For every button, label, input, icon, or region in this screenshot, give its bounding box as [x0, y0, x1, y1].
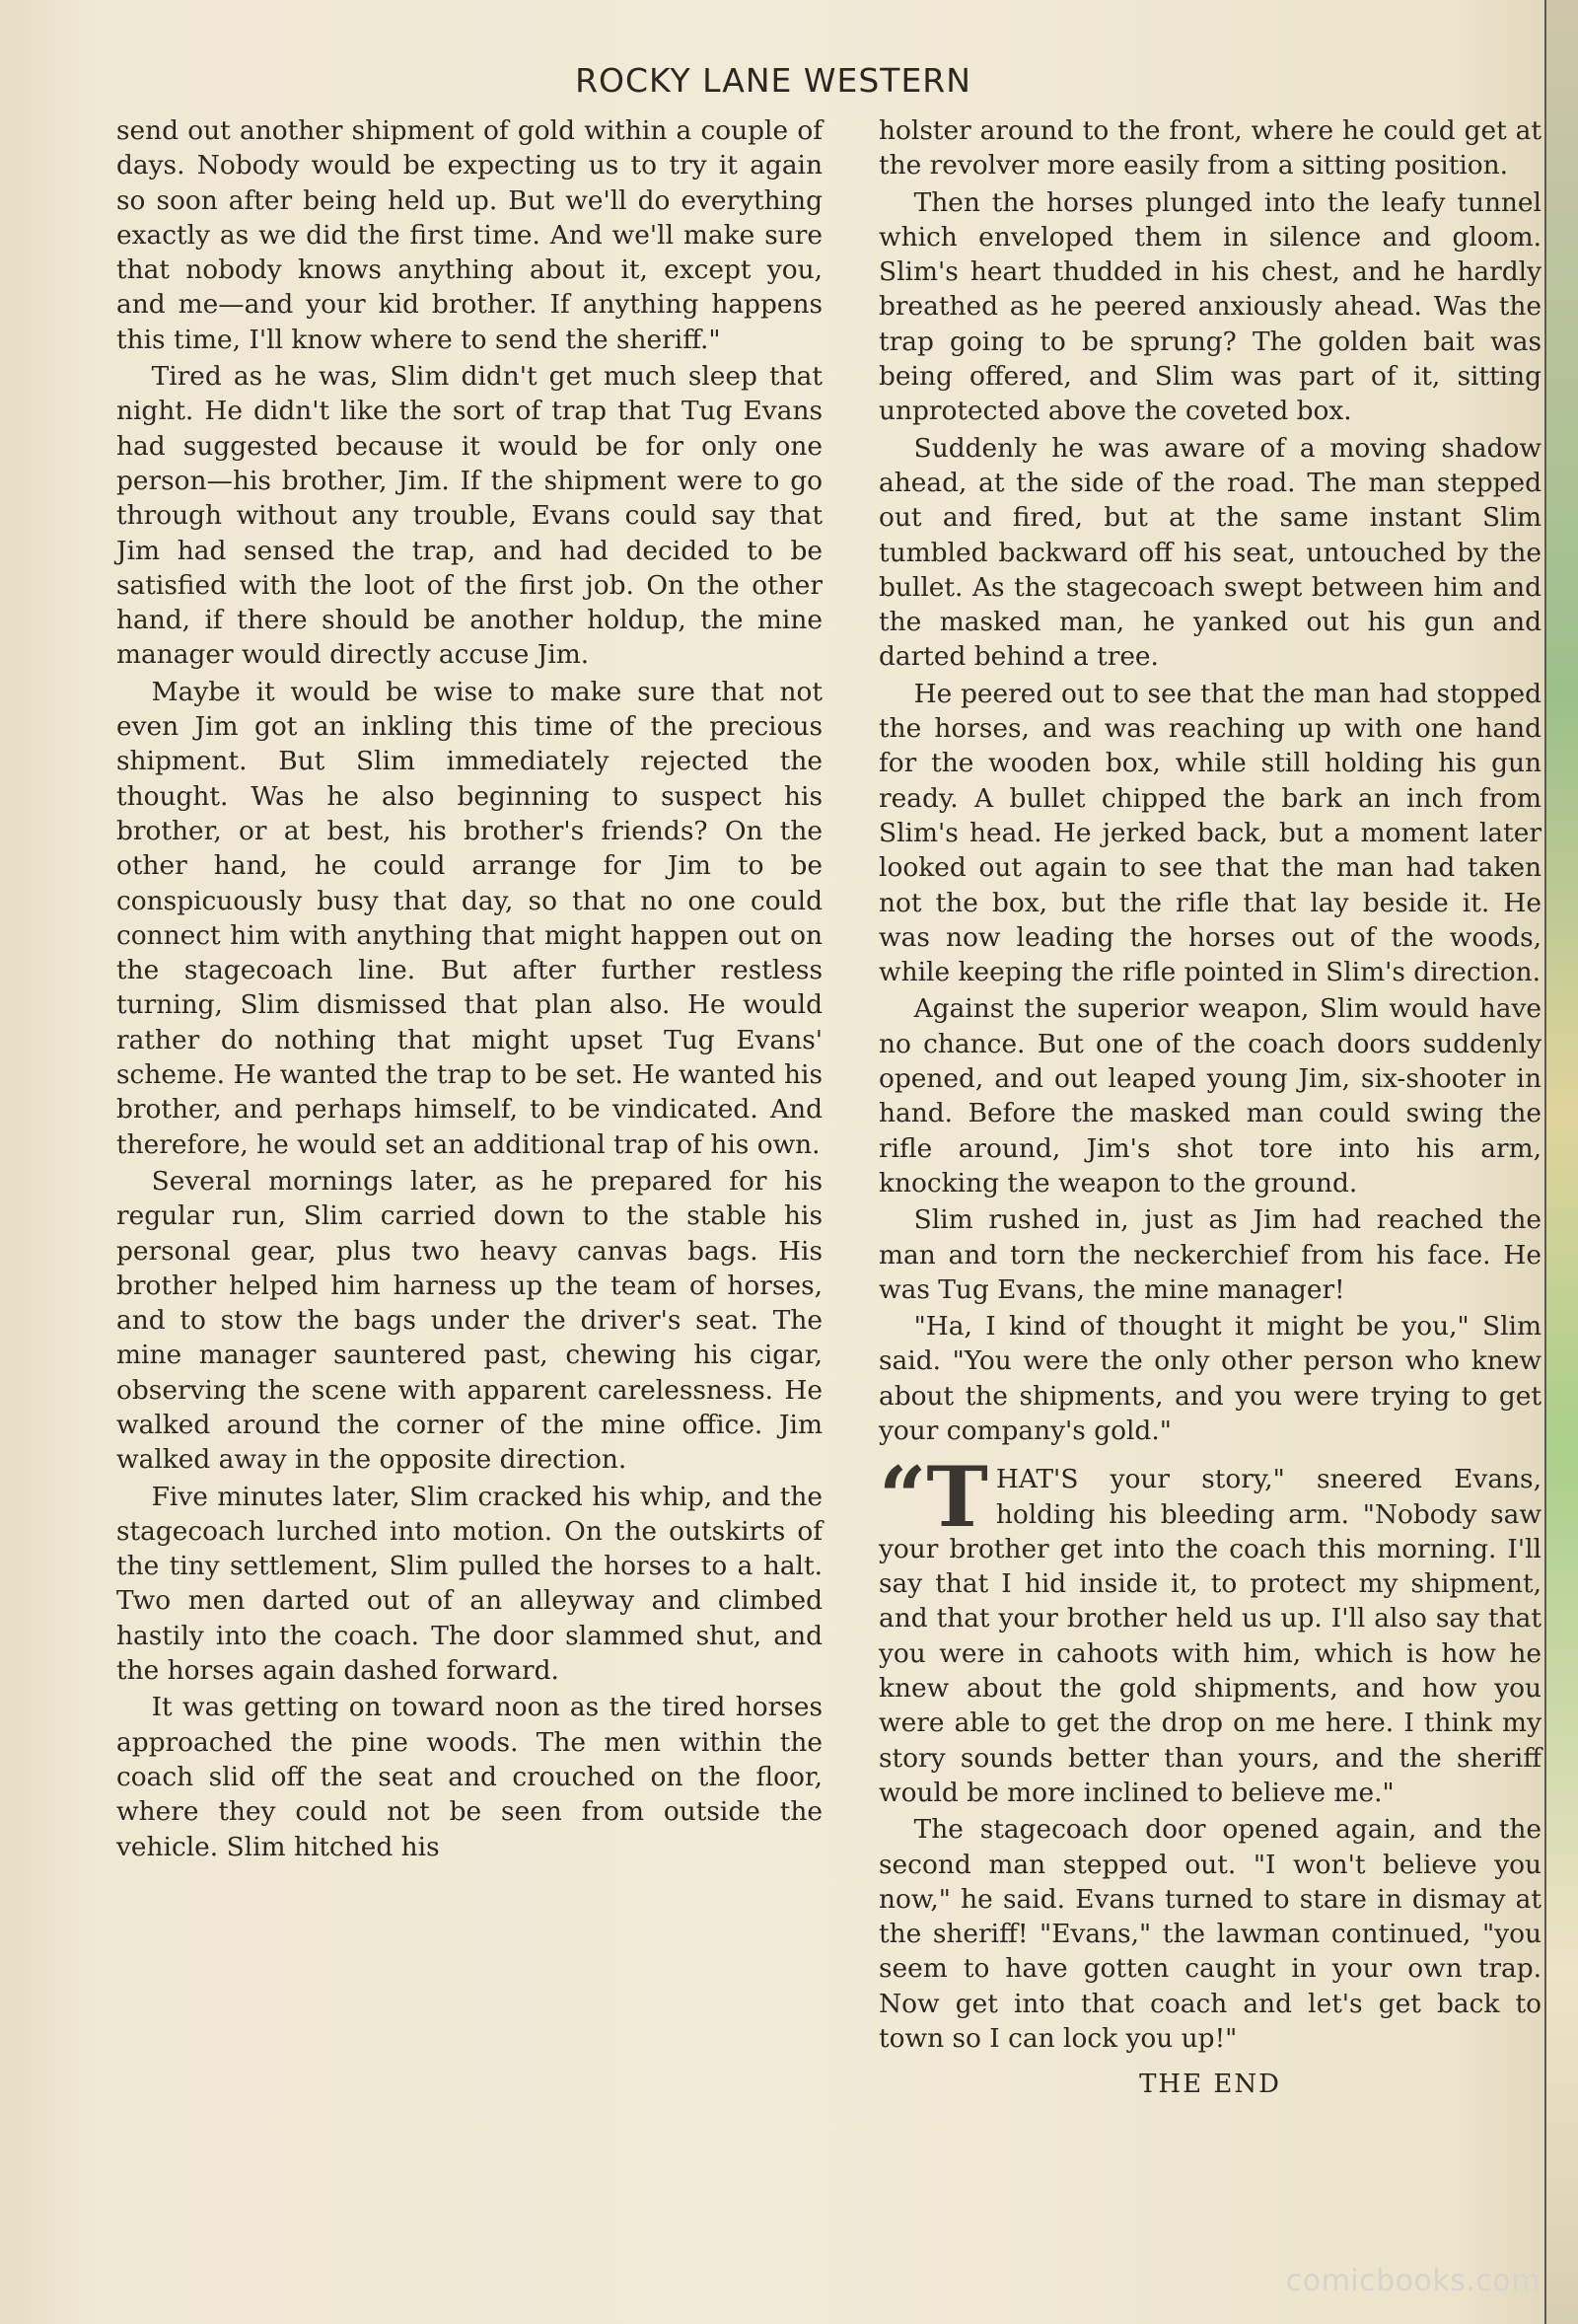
section-opening-paragraph: [879, 1448, 1542, 1810]
right-column: [879, 113, 1542, 2103]
watermark: comicbooks.com: [1285, 2264, 1541, 2298]
story-paragraph: Against the superior weapon, Slim would have no chance. But one of the coach doors suddenly opened, and out leaped young Jim, six-shooter in hand. Before the masked man could swing the rifle around, Jim's shot tore into his arm, knocking the weapon to the ground.: [879, 993, 1542, 1198]
story-paragraph: Then the horses plunged into the leafy tunnel which enveloped them in silence and gloom. Slim's heart thudded in his chest, and he hardly breathed as he peered anxiously ahead. Was the trap going to be sprung? The golden bait was being offered, and Slim was part of it, sitting unprotected above the coveted box.: [879, 186, 1542, 427]
story-paragraph: Slim rushed in, just as Jim had reached the man and torn the neckerchief from his face. He was Tug Evans, the mine manager!: [879, 1204, 1542, 1305]
page-header: ROCKY LANE WESTERN: [575, 61, 971, 100]
adjacent-page-edge: [1544, 0, 1578, 2324]
left-column: [116, 113, 823, 1866]
story-paragraph: Maybe it would be wise to make sure that not even Jim got an inkling this time of the precious shipment. But Slim immediately rejected the thought. Was he also beginning to suspect his brother, or at best, his brother's friends? On the other hand, he could arrange for Jim to be conspicuously busy that day, so that no one could connect him with anything that might happen out on the stagecoach line. But after further restless turning, Slim dismissed that plan also. He would rather do nothing that might upset Tug Evans' scheme. He wanted the trap to be set. He wanted his brother, and perhaps himself, to be vindicated. And therefore, he would set an additional trap of his own.: [116, 676, 823, 1160]
story-paragraph: "Ha, I kind of thought it might be you," Slim said. "You were the only other person who knew about the shipments, and you were trying to get your company's gold.": [879, 1311, 1542, 1446]
story-paragraph: Tired as he was, Slim didn't get much sleep that night. He didn't like the sort of trap that Tug Evans had suggested because it would be for only one person—his brother, Jim. If the shipment were to go through without any trouble, Evans could say that Jim had sensed the trap, and had decided to be satisfied with the loot of the first job. On the other hand, if there should be another holdup, the mine manager would directly accuse Jim.: [116, 361, 823, 671]
story-paragraph: Five minutes later, Slim cracked his whip, and the stagecoach lurched into motion. On the outskirts of the tiny settlement, Slim pulled the horses to a halt. Two men darted out of an alleyway and climbed hastily into the coach. The door slammed shut, and the horses again dashed forward.: [116, 1481, 823, 1687]
story-paragraph: send out another shipment of gold within a couple of days. Nobody would be expecting us to try it again so soon after being held up. But we'll do everything exactly as we did the first time. And we'll make sure that nobody knows anything about it, except you, and me—and your kid brother. If anything happens this time, I'll know where to send the sheriff.": [116, 115, 823, 355]
story-paragraph: The stagecoach door opened again, and the second man stepped out. "I won't believe you now," he said. Evans turned to stare in dismay at the sheriff! "Evans," the lawman continued, "you seem to have gotten caught in your own trap. Now get into that coach and let's get back to town so I can lock you up!": [879, 1814, 1542, 2055]
story-paragraph: Several mornings later, as he prepared for his regular run, Slim carried down to the stable his personal gear, plus two heavy canvas bags. His brother helped him harness up the team of horses, and to stow the bags under the driver's seat. The mine manager sauntered past, chewing his cigar, observing the scene with apparent carelessness. He walked around the corner of the mine office. Jim walked away in the opposite direction.: [116, 1165, 823, 1476]
story-paragraph: Suddenly he was aware of a moving shadow ahead, at the side of the road. The man stepped out and fired, but at the same instant Slim tumbled backward off his seat, untouched by the bullet. As the stagecoach swept between him and the masked man, he yanked out his gun and darted behind a tree.: [879, 432, 1542, 673]
drop-cap: “T: [879, 1448, 988, 1547]
the-end-label: THE END: [1139, 2070, 1281, 2100]
story-paragraph: holster around to the front, where he could get at the revolver more easily from a sitting position.: [879, 115, 1542, 182]
story-paragraph: It was getting on toward noon as the tired horses approached the pine woods. The men within the coach slid off the seat and crouched on the floor, where they could not be seen from outside the vehicle. Slim hitched his: [116, 1692, 823, 1862]
story-paragraph: He peered out to see that the man had stopped the horses, and was reaching up with one hand for the wooden box, while still holding his gun ready. A bullet chipped the bark an inch from Slim's head. He jerked back, but a moment later looked out again to see that the man had taken not the box, but the rifle that lay beside it. He was now leading the horses out of the woods, while keeping the rifle pointed in Slim's direction.: [879, 678, 1542, 988]
section-opening-text: HAT'S your story," sneered Evans, holding his bleeding arm. "Nobody saw your brother get into the coach this morning. I'll say that I hid inside it, to protect my shipment, and that your brother held us up. I'll also say that you were in cahoots with him, which is how he knew about the gold shipments, and how you were able to get the drop on me here. I think my story sounds better than yours, and the sheriff would be more inclined to believe me.": [879, 1464, 1542, 1808]
